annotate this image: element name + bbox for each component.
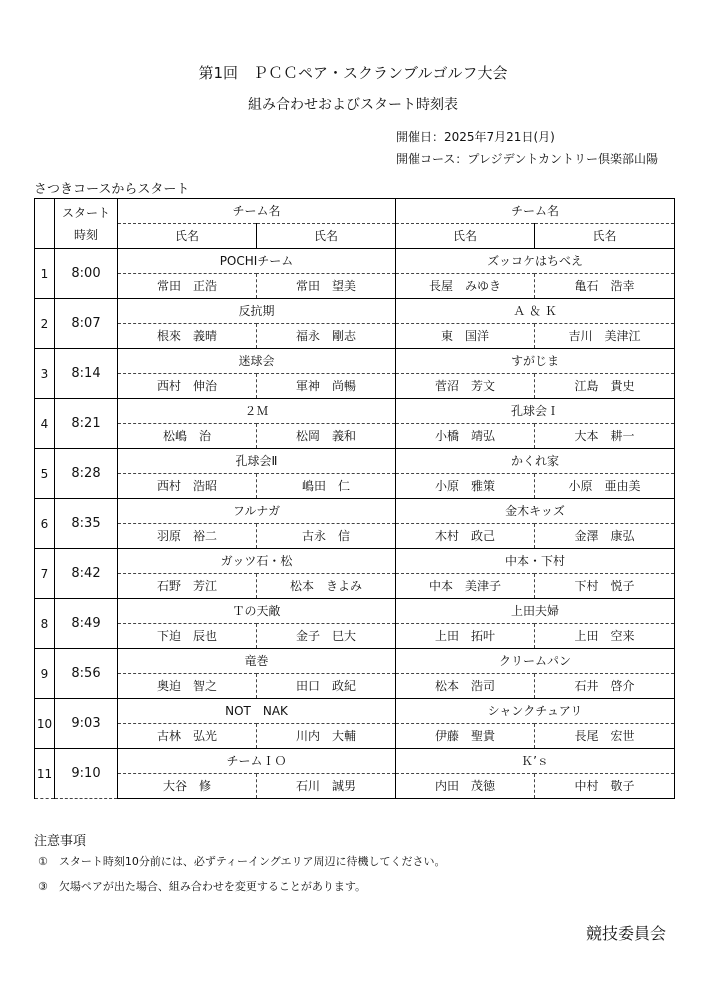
member-name: 長屋 みゆき (396, 274, 535, 299)
group-number: 9 (35, 649, 55, 699)
group-number: 3 (35, 349, 55, 399)
member-name: 石川 誠男 (257, 774, 396, 799)
member-name: 上田 拓叶 (396, 624, 535, 649)
member-name: 小橋 靖弘 (396, 424, 535, 449)
member-name-header: 氏名 (535, 224, 675, 249)
member-name: 江島 貴史 (535, 374, 675, 399)
member-name: 石井 啓介 (535, 674, 675, 699)
member-row (35, 274, 675, 299)
team-name: かくれ家 (396, 449, 675, 474)
member-name: 福永 剛志 (257, 324, 396, 349)
team-name: 中本・下村 (396, 549, 675, 574)
member-name: 田口 政紀 (257, 674, 396, 699)
team-name: クリームパン (396, 649, 675, 674)
member-name: 古林 弘光 (118, 724, 257, 749)
team-name-header-left: チーム名 (118, 199, 396, 224)
team-name: 金木キッズ (396, 499, 675, 524)
team-name: Ｔの天敵 (118, 599, 396, 624)
member-name: 西村 浩昭 (118, 474, 257, 499)
member-name: 下村 悦子 (535, 574, 675, 599)
page-title: 第1回 ＰＣＣペア・スクランブルゴルフ大会 (198, 64, 508, 82)
member-name-header: 氏名 (396, 224, 535, 249)
course-label: さつきコースからスタート (34, 182, 190, 197)
member-name-header: 氏名 (257, 224, 396, 249)
member-name: 金子 巳大 (257, 624, 396, 649)
group-row (35, 249, 675, 274)
team-name: ２Ｍ (118, 399, 396, 424)
group-row (35, 399, 675, 424)
member-row (35, 774, 675, 799)
team-name: Ａ ＆ Ｋ (396, 299, 675, 324)
event-venue: 開催コース：プレジデントカントリー倶楽部山陽 (396, 152, 659, 166)
group-row (35, 649, 675, 674)
member-name: 常田 望美 (257, 274, 396, 299)
member-name: 根來 義晴 (118, 324, 257, 349)
group-number: 6 (35, 499, 55, 549)
team-name: チームＩＯ (118, 749, 396, 774)
group-number: 5 (35, 449, 55, 499)
member-name: 吉川 美津江 (535, 324, 675, 349)
member-row (35, 424, 675, 449)
member-name: 松岡 義和 (257, 424, 396, 449)
group-row (35, 599, 675, 624)
group-number: 11 (35, 749, 55, 799)
start-time-header: スタート 時刻 (55, 199, 118, 249)
team-name: POCHIチーム (118, 249, 396, 274)
member-name: 小原 亜由美 (535, 474, 675, 499)
schedule-table (34, 198, 675, 799)
start-time: 9:03 (55, 699, 118, 749)
member-name: 常田 正浩 (118, 274, 257, 299)
member-name: 菅沼 芳文 (396, 374, 535, 399)
start-time: 8:56 (55, 649, 118, 699)
start-time: 8:35 (55, 499, 118, 549)
member-name: 伊藤 聖貴 (396, 724, 535, 749)
team-name-header-right: チーム名 (396, 199, 675, 224)
member-name: 大谷 修 (118, 774, 257, 799)
start-time: 8:42 (55, 549, 118, 599)
member-name: 奥迫 智之 (118, 674, 257, 699)
group-number: 10 (35, 699, 55, 749)
member-name: 松本 浩司 (396, 674, 535, 699)
member-name: 古永 信 (257, 524, 396, 549)
group-number: 1 (35, 249, 55, 299)
team-name: 上田夫婦 (396, 599, 675, 624)
member-name: 西村 伸治 (118, 374, 257, 399)
start-time: 8:21 (55, 399, 118, 449)
team-name: ガッツ石・松 (118, 549, 396, 574)
team-name: すがじま (396, 349, 675, 374)
start-time: 8:07 (55, 299, 118, 349)
member-row (35, 324, 675, 349)
team-name: 反抗期 (118, 299, 396, 324)
member-name: 亀石 浩幸 (535, 274, 675, 299)
member-name: 松嶋 治 (118, 424, 257, 449)
member-name: 長尾 宏世 (535, 724, 675, 749)
member-name: 木村 政己 (396, 524, 535, 549)
member-row (35, 474, 675, 499)
member-name: 上田 空来 (535, 624, 675, 649)
team-name: ズッコケはちべえ (396, 249, 675, 274)
note-item: ③ 欠場ペアが出た場合、組み合わせを変更することがあります。 (38, 880, 366, 893)
member-name-header: 氏名 (118, 224, 257, 249)
team-name: 竜巻 (118, 649, 396, 674)
group-row (35, 299, 675, 324)
team-name: シャンクチュアリ (396, 699, 675, 724)
member-name: 石野 芳江 (118, 574, 257, 599)
team-name: NOT NAK (118, 699, 396, 724)
member-name: 松本 きよみ (257, 574, 396, 599)
team-name: 孔球会Ｉ (396, 399, 675, 424)
member-name: 内田 茂徳 (396, 774, 535, 799)
team-name: フルナガ (118, 499, 396, 524)
group-number: 4 (35, 399, 55, 449)
member-name: 下迫 辰也 (118, 624, 257, 649)
group-row (35, 749, 675, 774)
member-name: 羽原 裕二 (118, 524, 257, 549)
group-row (35, 449, 675, 474)
member-name: 中村 敬子 (535, 774, 675, 799)
group-row (35, 699, 675, 724)
start-time: 9:10 (55, 749, 118, 799)
member-name: 金澤 康弘 (535, 524, 675, 549)
member-row (35, 524, 675, 549)
member-name: 川内 大輔 (257, 724, 396, 749)
member-row (35, 724, 675, 749)
member-name: 軍神 尚暢 (257, 374, 396, 399)
start-time: 8:00 (55, 249, 118, 299)
member-row (35, 674, 675, 699)
group-number: 2 (35, 299, 55, 349)
team-name: Ｋ’ｓ (396, 749, 675, 774)
committee-signature: 競技委員会 (586, 924, 667, 943)
notes-title: 注意事項 (34, 834, 87, 849)
member-name: 嶋田 仁 (257, 474, 396, 499)
start-time: 8:49 (55, 599, 118, 649)
start-time: 8:28 (55, 449, 118, 499)
team-name: 迷球会 (118, 349, 396, 374)
note-item: ① スタート時刻10分前には、必ずティーイングエリア周辺に待機してください。 (38, 855, 446, 868)
group-number-header (35, 199, 55, 249)
group-number: 7 (35, 549, 55, 599)
team-name: 孔球会Ⅱ (118, 449, 396, 474)
group-row (35, 549, 675, 574)
member-row (35, 574, 675, 599)
member-name: 中本 美津子 (396, 574, 535, 599)
start-time: 8:14 (55, 349, 118, 399)
member-name: 小原 雅策 (396, 474, 535, 499)
member-row (35, 374, 675, 399)
page-subtitle: 組み合わせおよびスタート時刻表 (248, 97, 458, 113)
member-name: 東 国洋 (396, 324, 535, 349)
member-row (35, 624, 675, 649)
schedule-body (35, 249, 675, 799)
group-row (35, 499, 675, 524)
group-row (35, 349, 675, 374)
member-name: 大本 耕一 (535, 424, 675, 449)
event-date: 開催日：2025年7月21日(月) (396, 130, 555, 144)
group-number: 8 (35, 599, 55, 649)
